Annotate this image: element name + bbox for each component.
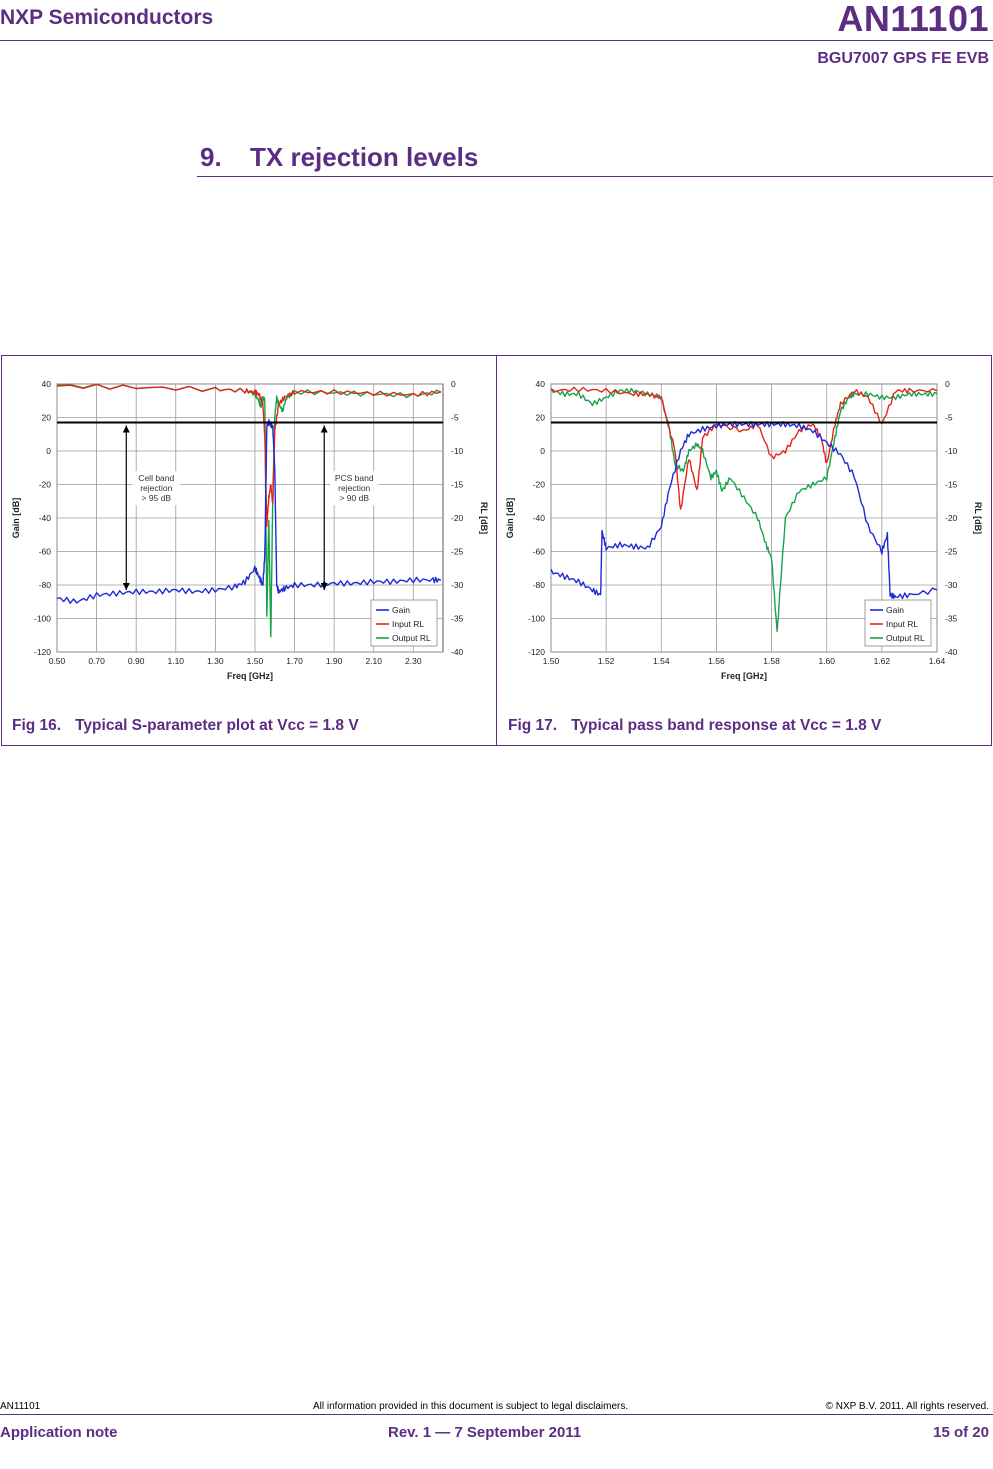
pass-band-chart xyxy=(501,366,985,702)
y2-tick-label: -10 xyxy=(945,446,958,456)
x-tick-label: 1.58 xyxy=(763,656,780,666)
y2-tick-label: -40 xyxy=(451,647,464,657)
y-tick-label: 40 xyxy=(535,379,545,389)
y2-tick-label: -30 xyxy=(451,580,464,590)
section-title: TX rejection levels xyxy=(250,142,479,172)
x-tick-label: 1.30 xyxy=(207,656,224,666)
footer-disclaimer: All information provided in this document is subject to legal disclaimers. xyxy=(313,1401,629,1412)
y2-tick-label: -15 xyxy=(451,479,464,490)
footer-doc-type: Application note xyxy=(0,1424,118,1441)
legend-label: Input RL xyxy=(392,619,425,629)
figure-17-caption xyxy=(508,717,881,735)
x-tick-label: 1.62 xyxy=(873,656,891,666)
y-tick-label: -100 xyxy=(33,613,51,624)
y2-tick-label: -25 xyxy=(945,546,958,557)
y-tick-label: -60 xyxy=(532,546,545,557)
y2-tick-label: -40 xyxy=(945,647,958,657)
y-axis-label: Gain [dB] xyxy=(505,497,515,539)
section-rule xyxy=(197,176,993,177)
y-tick-label: 0 xyxy=(46,446,51,456)
document-title: BGU7007 GPS FE EVB xyxy=(817,50,989,67)
legend-label: Gain xyxy=(392,605,410,615)
legend-label: Output RL xyxy=(392,633,431,643)
y2-tick-label: -25 xyxy=(451,546,464,557)
y2-tick-label: -30 xyxy=(945,580,958,590)
footer-copyright: © NXP B.V. 2011. All rights reserved. xyxy=(825,1401,989,1412)
footer-doc-id: AN11101 xyxy=(0,1401,41,1412)
figure-17-label: Fig 17. xyxy=(508,717,558,734)
x-tick-label: 0.70 xyxy=(88,656,105,666)
annotation-text: > 90 dB xyxy=(339,493,370,504)
y2-tick-label: -5 xyxy=(945,412,953,423)
y-tick-label: -20 xyxy=(532,479,545,490)
y2-tick-label: -20 xyxy=(451,513,464,523)
y-tick-label: -120 xyxy=(33,647,51,657)
document-number: AN11101 xyxy=(837,0,989,39)
figure-16-text: Typical S-parameter plot at Vcc = 1.8 V xyxy=(75,717,359,734)
y-tick-label: -80 xyxy=(38,580,51,590)
x-tick-label: 1.70 xyxy=(286,656,303,666)
annotation-text: PCS band xyxy=(334,473,374,484)
footer-revision: Rev. 1 — 7 September 2011 xyxy=(388,1424,582,1441)
y-tick-label: 40 xyxy=(41,379,51,389)
s-parameter-chart xyxy=(7,366,491,702)
y-tick-label: -120 xyxy=(527,647,545,657)
x-axis-label: Freq [GHz] xyxy=(721,671,767,681)
x-tick-label: 1.56 xyxy=(708,656,725,666)
x-tick-label: 2.30 xyxy=(405,656,422,666)
y2-tick-label: -15 xyxy=(945,479,958,490)
x-tick-label: 1.54 xyxy=(653,656,670,666)
x-tick-label: 1.64 xyxy=(928,656,946,666)
x-tick-label: 2.10 xyxy=(365,656,382,666)
header-rule xyxy=(0,40,993,41)
footer-page-number: 15 of 20 xyxy=(933,1424,989,1441)
figure-table xyxy=(1,355,992,746)
y2-tick-label: -35 xyxy=(451,613,464,624)
y-tick-label: 20 xyxy=(41,412,51,423)
x-tick-label: 1.60 xyxy=(818,656,835,666)
x-tick-label: 1.10 xyxy=(167,656,185,666)
annotation-text: > 95 dB xyxy=(141,493,172,504)
y2-tick-label: 0 xyxy=(451,379,456,389)
y-axis-label: Gain [dB] xyxy=(11,497,21,539)
y-tick-label: -80 xyxy=(532,580,545,590)
legend-label: Output RL xyxy=(886,633,925,643)
y-tick-label: -40 xyxy=(532,513,545,523)
y-tick-label: -100 xyxy=(527,613,545,624)
y-tick-label: 20 xyxy=(535,412,545,423)
figure-16-caption xyxy=(12,717,359,735)
annotation-text: rejection xyxy=(338,483,371,494)
figure-divider xyxy=(496,356,497,745)
x-tick-label: 1.50 xyxy=(542,656,560,666)
x-tick-label: 1.52 xyxy=(597,656,615,666)
figure-17-text: Typical pass band response at Vcc = 1.8 V xyxy=(571,717,882,734)
section-number: 9. xyxy=(200,142,222,172)
footer-rule xyxy=(0,1414,993,1415)
y2-tick-label: -5 xyxy=(451,412,459,423)
y-tick-label: -40 xyxy=(38,513,51,523)
y-tick-label: 0 xyxy=(540,446,545,456)
y2-tick-label: -20 xyxy=(945,513,958,523)
x-tick-label: 0.50 xyxy=(48,656,66,666)
figure-16-label: Fig 16. xyxy=(12,717,62,734)
y2-axis-label: RL [dB] xyxy=(973,501,983,535)
y2-tick-label: -10 xyxy=(451,446,464,456)
y-tick-label: -60 xyxy=(38,546,51,557)
y2-axis-label: RL [dB] xyxy=(479,501,489,535)
y-tick-label: -20 xyxy=(38,479,51,490)
x-axis-label: Freq [GHz] xyxy=(227,671,273,681)
x-tick-label: 1.90 xyxy=(325,656,343,666)
annotation-text: Cell band xyxy=(138,473,175,484)
y2-tick-label: -35 xyxy=(945,613,958,624)
x-tick-label: 0.90 xyxy=(127,656,145,666)
company-name: NXP Semiconductors xyxy=(0,6,214,29)
legend-label: Input RL xyxy=(886,619,919,629)
x-tick-label: 1.50 xyxy=(246,656,264,666)
annotation-text: rejection xyxy=(140,483,173,494)
legend-label: Gain xyxy=(886,605,904,615)
y2-tick-label: 0 xyxy=(945,379,950,389)
